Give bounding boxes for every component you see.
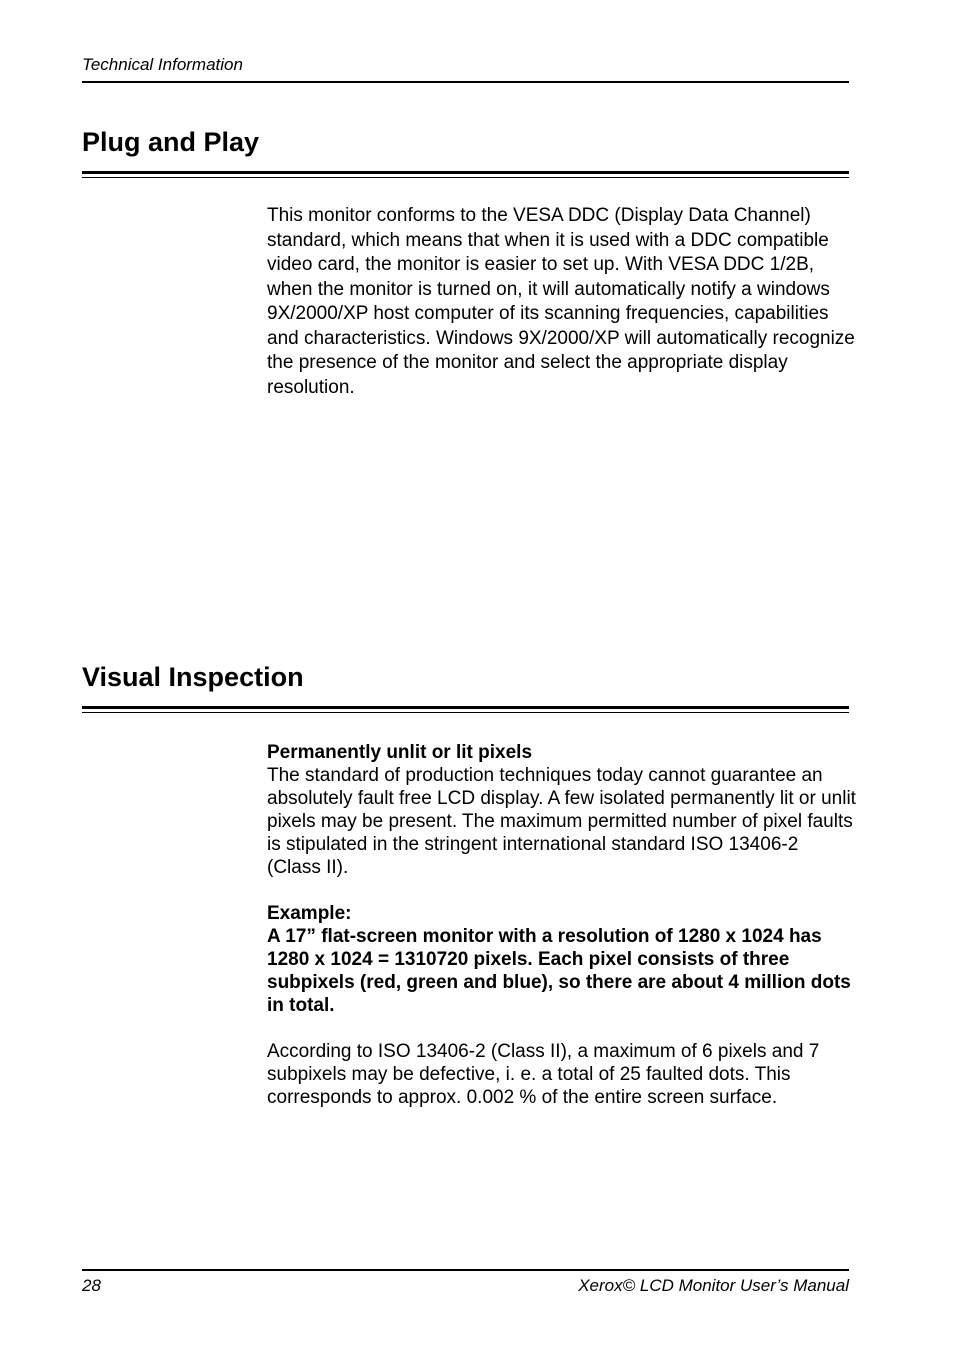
paragraph-spacer xyxy=(267,1017,857,1040)
manual-title: Xerox© LCD Monitor User’s Manual xyxy=(578,1276,849,1295)
footer-divider xyxy=(82,1269,849,1271)
visual-inspection-content xyxy=(267,741,857,1109)
page-number: 28 xyxy=(82,1276,101,1295)
pixel-faults-subheading: Permanently unlit or lit pixels xyxy=(267,742,533,763)
section-title-plug-and-play: Plug and Play xyxy=(82,127,260,157)
paragraph-spacer xyxy=(267,879,857,902)
iso-standard-paragraph: According to ISO 13406-2 (Class II), a maximum of 6 pixels and 7 subpixels may be defective, i. e. a total of 25 faulted dots. This corresponds to approx. 0.002 % of the entire screen surface. xyxy=(267,1041,820,1108)
pixel-faults-paragraph: The standard of production techniques today cannot guarantee an absolutely fault free LCD display. A few isolated permanently lit or unlit pixels may be present. The maximum permitted number of pixel faults is stipulated in the stringent international standard ISO 13406-2 (Class II). xyxy=(267,765,856,878)
header-divider xyxy=(82,81,849,83)
example-label: Example: xyxy=(267,903,352,924)
plug-and-play-paragraph: This monitor conforms to the VESA DDC (Display Data Channel) standard, which means that when it is used with a DDC compatible video card, the monitor is easier to set up. With VESA DDC 1/2B, when the monitor is turned on, it will automatically notify a windows 9X/2000/XP host computer of its scanning frequencies, capabilities and characteristics. Windows 9X/2000/XP will automatically recognize the presence of the monitor and select the appropriate display resolution. xyxy=(267,205,855,398)
section-divider-plug-and-play xyxy=(82,171,849,178)
running-header: Technical Information xyxy=(82,55,243,74)
section-divider-visual-inspection xyxy=(82,706,849,713)
example-text: A 17” flat-screen monitor with a resolution of 1280 x 1024 has 1280 x 1024 = 1310720 pixels. Each pixel consists of three subpixels (red, green and blue), so there are about 4 million dots in total. xyxy=(267,926,851,1016)
section-title-visual-inspection: Visual Inspection xyxy=(82,662,304,692)
